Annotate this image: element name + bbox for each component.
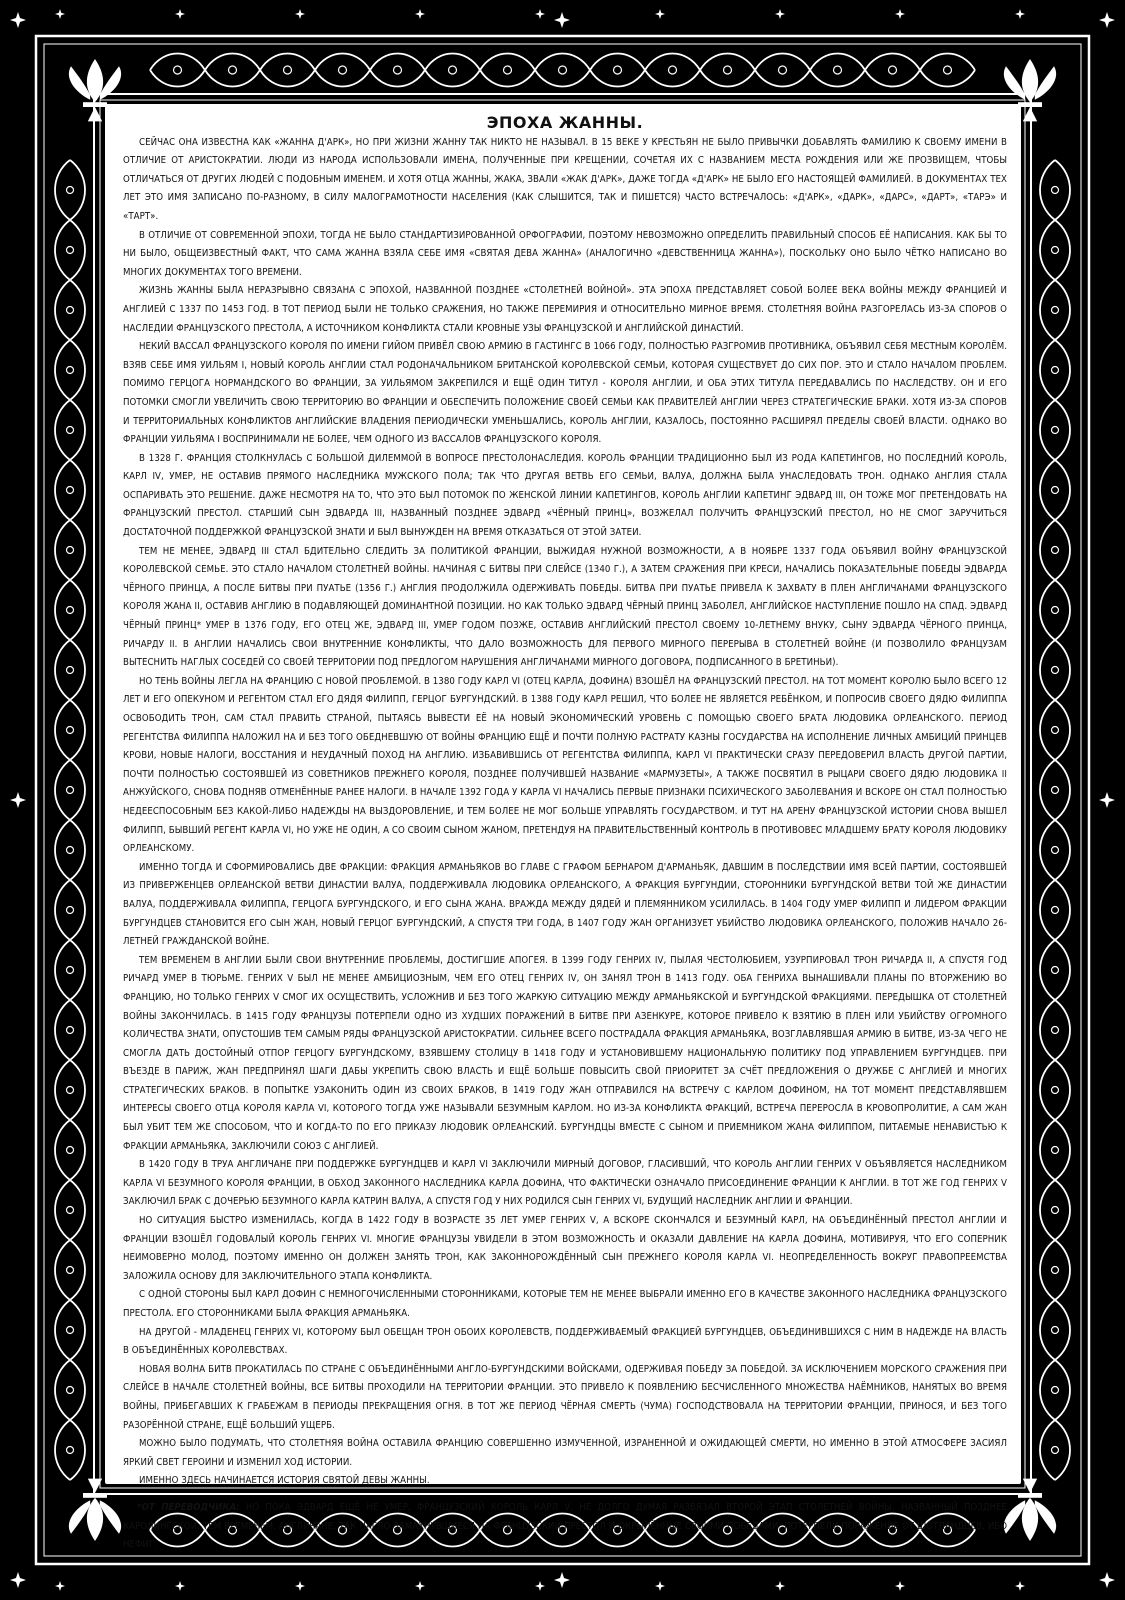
- essay-paragraph: В 1420 ГОДУ В ТРУА АНГЛИЧАНЕ ПРИ ПОДДЕРЖКЕ БУРГУНДЦЕВ И КАРЛ VI ЗАКЛЮЧИЛИ МИРНЫЙ ДОГОВОР, ГЛАСИВШИЙ, ЧТО КОРОЛЬ АНГЛИИ ГЕНРИХ V ОБЪЯВЛЯЕТСЯ НАСЛЕДНИКОМ КАРЛА VI БЕЗУМНОГО КОРОЛЯ ФРАНЦИИ, В ОБХОД ЗАКОННОГО НАСЛЕДНИКА КАРЛА ДОФИНА, ЧТО ФАКТИЧЕСКИ ОЗНАЧАЛО ПРИСОЕДИНЕНИЕ ФРАНЦИИ К АНГЛИИ. В ТОТ ЖЕ ГОД ГЕНРИХ V ЗАКЛЮЧИЛ БРАК С ДОЧЕРЬЮ БЕЗУМНОГО КАРЛА КАТРИН ВАЛУА, А СПУСТЯ ГОД У НИХ РОДИЛСЯ СЫН ГЕНРИХ VI, БУДУЩИЙ НАСЛЕДНИК АНГЛИИ И ФРАНЦИИ.: [123, 1159, 1007, 1208]
- essay-paragraph: НОВАЯ ВОЛНА БИТВ ПРОКАТИЛАСЬ ПО СТРАНЕ С ОБЪЕДИНЁННЫМИ АНГЛО-БУРГУНДСКИМИ ВОЙСКАМИ, ОДЕРЖИВАЯ ПОБЕДУ ЗА ПОБЕДОЙ. ЗА ИСКЛЮЧЕНИЕМ МОРСКОГО СРАЖЕНИЯ ПРИ СЛЕЙСЕ В НАЧАЛЕ СТОЛЕТНЕЙ ВОЙНЫ, ВСЕ БИТВЫ ПРОХОДИЛИ НА ТЕРРИТОРИИ ФРАНЦИИ. ЭТО ПРИВЕЛО К ПОЯВЛЕНИЮ БЕСЧИСЛЕННОГО МНОЖЕСТВА НАЁМНИКОВ, НАНЯТЫХ ВО ВРЕМЯ ВОЙНЫ, ПРИБЕГАВШИХ К ГРАБЕЖАМ В ПЕРИОДЫ ПРЕКРАЩЕНИЯ ОГНЯ. В ТОТ ЖЕ ПЕРИОД ЧЁРНАЯ СМЕРТЬ (ЧУМА) ГОСПОДСТВОВАЛА НА ТЕРРИТОРИИ ФРАНЦИИ, ПРИНОСЯ, И БЕЗ ТОГО РАЗОРЁННОЙ СТРАНЕ, ЕЩЁ БОЛЬШИЙ УЩЕРБ.: [123, 1363, 1007, 1431]
- essay-title: ЭПОХА ЖАННЫ.: [486, 113, 644, 132]
- translator-note: [123, 1499, 1007, 1555]
- essay-paragraph: ИМЕННО ТОГДА И СФОРМИРОВАЛИСЬ ДВЕ ФРАКЦИИ: ФРАКЦИЯ АРМАНЬЯКОВ ВО ГЛАВЕ С ГРАФОМ БЕРНАРОМ Д'АРМАНЬЯК, ДАВШИМ В ПОСЛЕДСТВИИ ИМЯ ВСЕЙ ПАРТИИ, СОСТОЯВШЕЙ ИЗ ПРИВЕРЖЕНЦЕВ ОРЛЕАНСКОЙ ВЕТВИ ДИНАСТИИ ВАЛУА, ПОДДЕРЖИВАЛА ЛЮДОВИКА ОРЛЕАНСКОГО, А ФРАКЦИЯ БУРГУНДИИ, СТОРОННИКИ БУРГУНДСКОЙ ВЕТВИ ТОЙ ЖЕ ДИНАСТИИ ВАЛУА, ПОДДЕРЖИВАЛА ФИЛИППА, ГЕРЦОГА БУРГУНДСКОГО, И ЕГО СЫНА ЖАНА. ВРАЖДА МЕЖДУ ДЯДЕЙ И ПЛЕМЯННИКОМ УСИЛИЛАСЬ. В 1404 ГОДУ УМЕР ФИЛИПП И ЛИДЕРОМ ФРАКЦИИ БУРГУНДЦЕВ СТАНОВИТСЯ ЕГО СЫН ЖАН, НОВЫЙ ГЕРЦОГ БУРГУНДСКИЙ, А СПУСТЯ ТРИ ГОДА, В 1407 ГОДУ ЖАН ОРГАНИЗУЕТ УБИЙСТВО ЛЮДОВИКА ОРЛЕАНСКОГО, ПОЛОЖИВ НАЧАЛО 26-ЛЕТНЕЙ ГРАЖДАНСКОЙ ВОЙНЕ.: [123, 861, 1007, 948]
- essay-paragraph: В 1328 Г. ФРАНЦИЯ СТОЛКНУЛАСЬ С БОЛЬШОЙ ДИЛЕММОЙ В ВОПРОСЕ ПРЕСТОЛОНАСЛЕДИЯ. КОРОЛЬ ФРАНЦИИ ТРАДИЦИОННО БЫЛ ИЗ РОДА КАПЕТИНГОВ, НО ПОСЛЕДНИЙ КОРОЛЬ, КАРЛ IV, УМЕР, НЕ ОСТАВИВ ПРЯМОГО НАСЛЕДНИКА МУЖСКОГО ПОЛА; ТАК ЧТО ДРУГАЯ ВЕТВЬ ЕГО СЕМЬИ, ВАЛУА, ДОЛЖНА БЫЛА УНАСЛЕДОВАТЬ ТРОН. ОДНАКО АНГЛИЯ СТАЛА ОСПАРИВАТЬ ЭТО РЕШЕНИЕ. ДАЖЕ НЕСМОТРЯ НА ТО, ЧТО ЭТО БЫЛ ПОТОМОК ПО ЖЕНСКОЙ ЛИНИИ КАПЕТИНГОВ, КОРОЛЬ АНГЛИИ КАПЕТИНГ ЭДВАРД III, ОН ТОЖЕ МОГ ПРЕТЕНДОВАТЬ НА ФРАНЦУЗСКИЙ ПРЕСТОЛ. СТАРШИЙ СЫН ЭДВАРДА III, НАЗВАННЫЙ ПОЗДНЕЕ ЭДВАРД «ЧЁРНЫЙ ПРИНЦ», ВОЗЖЕЛАЛ ПОЛУЧИТЬ ФРАНЦУЗСКИЙ ПРЕСТОЛ, НО НЕ СМОГ ЗАРУЧИТЬСЯ ДОСТАТОЧНОЙ ПОДДЕРЖКОЙ ФРАНЦУЗСКОЙ ЗНАТИ И БЫЛ ВЫНУЖДЕН НА ВРЕМЯ ОТКАЗАТЬСЯ ОТ ЭТОЙ ЗАТЕИ.: [123, 452, 1007, 539]
- translator-note-label: *ОТ ПЕРЕВОДЧИКА:: [137, 1501, 240, 1513]
- essay-paragraph: НО ТЕНЬ ВОЙНЫ ЛЕГЛА НА ФРАНЦИЮ С НОВОЙ ПРОБЛЕМОЙ. В 1380 ГОДУ КАРЛ VI (ОТЕЦ КАРЛА, ДОФИНА) ВЗОШЁЛ НА ФРАНЦУЗСКИЙ ПРЕСТОЛ. НА ТОТ МОМЕНТ КОРОЛЮ БЫЛО ВСЕГО 12 ЛЕТ И ЕГО ОПЕКУНОМ И РЕГЕНТОМ СТАЛ ЕГО ДЯДЯ ФИЛИПП, ГЕРЦОГ БУРГУНДСКИЙ. В 1388 ГОДУ КАРЛ РЕШИЛ, ЧТО БОЛЕЕ НЕ ЯВЛЯЕТСЯ РЕБЁНКОМ, И ПОПРОСИВ СВОЕГО ДЯДЮ ФИЛИППА ОСВОБОДИТЬ ТРОН, САМ СТАЛ ПРАВИТЬ СТРАНОЙ, ПЫТАЯСЬ ВЫВЕСТИ ЕЁ НА НОВЫЙ ЭКОНОМИЧЕСКИЙ УРОВЕНЬ С ПОМОЩЬЮ СВОЕГО БРАТА ЛЮДОВИКА ОРЛЕАНСКОГО. ПЕРИОД РЕГЕНТСТВА ФИЛИППА НАЛОЖИЛ НА И БЕЗ ТОГО ОБЕДНЕВШУЮ ОТ ВОЙНЫ ФРАНЦИЮ ЕЩЁ И ПОЧТИ ПОЛНУЮ РАСТРАТУ КАЗНЫ ГОСУДАРСТВА НА ИСПОЛНЕНИЕ ЛИЧНЫХ АМБИЦИЙ ПРИНЦЕВ КРОВИ, НОВЫЕ НАЛОГИ, ВОССТАНИЯ И НЕУДАЧНЫЙ ПОХОД НА АНГЛИЮ. ИЗБАВИВШИСЬ ОТ РЕГЕНТСТВА ФИЛИППА, КАРЛ VI ПРАКТИЧЕСКИ СРАЗУ ПЕРЕДОВЕРИЛ ВЛАСТЬ ДРУГОЙ ПАРТИИ, ПОЧТИ ПОЛНОСТЬЮ СОСТОЯВШЕЙ ИЗ СОВЕТНИКОВ ПРЕЖНЕГО КОРОЛЯ, ПОЗДНЕЕ ПОЛУЧИВШЕЙ НАЗВАНИЕ «МАРМУЗЕТЫ», А ТАКЖЕ ПОСВЯТИЛ В РЫЦАРИ СВОЕГО ДЯДЮ ЛЮДОВИКА II АНЖУЙСКОГО, СНОВА ПОДНЯВ ОТМЕНЁННЫЕ РАНЕЕ НАЛОГИ. В НАЧАЛЕ 1392 ГОДА У КАРЛА VI НАЧАЛИСЬ ПЕРВЫЕ ПРИЗНАКИ ПСИХИЧЕСКОГО ЗАБОЛЕВАНИЯ И ВСКОРЕ ОН СТАЛ ПОЛНОСТЬЮ НЕДЕЕСПОСОБНЫМ БЕЗ КАКОЙ-ЛИБО НАДЕЖДЫ НА ВЫЗДОРОВЛЕНИЕ, И ТЕМ БОЛЕЕ НЕ МОГ БОЛЬШЕ УПРАВЛЯТЬ ГОСУДАРСТВОМ. И ТУТ НА АРЕНУ ФРАНЦУЗСКОЙ ИСТОРИИ СНОВА ВЫШЕЛ ФИЛИПП, БЫВШИЙ РЕГЕНТ КАРЛА VI, НО УЖЕ НЕ ОДИН, А СО СВОИМ СЫНОМ ЖАНОМ, ПРЕТЕНДУЯ НА ПРАВИТЕЛЬСТВЕННЫЙ КОНТРОЛЬ В ПРОТИВОВЕС МЛАДШЕМУ БРАТУ КОРОЛЯ ЛЮДОВИКУ ОРЛЕАНСКОМУ.: [123, 675, 1007, 855]
- essay-paragraph: С ОДНОЙ СТОРОНЫ БЫЛ КАРЛ ДОФИН С НЕМНОГОЧИСЛЕННЫМИ СТОРОННИКАМИ, КОТОРЫЕ ТЕМ НЕ МЕНЕЕ ВЫБРАЛИ ИМЕННО ЕГО В КАЧЕСТВЕ ЗАКОННОГО НАСЛЕДНИКА ФРАНЦУЗСКОГО ПРЕСТОЛА. ЕГО СТОРОННИКАМИ БЫЛА ФРАКЦИЯ АРМАНЬЯКА.: [123, 1289, 1007, 1319]
- essay-body: [123, 134, 1007, 1491]
- essay-paragraph: ЖИЗНЬ ЖАННЫ БЫЛА НЕРАЗРЫВНО СВЯЗАНА С ЭПОХОЙ, НАЗВАННОЙ ПОЗДНЕЕ «СТОЛЕТНЕЙ ВОЙНОЙ». ЭТА ЭПОХА ПРЕДСТАВЛЯЕТ СОБОЙ БОЛЕЕ ВЕКА ВОЙНЫ МЕЖДУ ФРАНЦИЕЙ И АНГЛИЕЙ С 1337 ПО 1453 ГОД. В ТОТ ПЕРИОД БЫЛИ НЕ ТОЛЬКО СРАЖЕНИЯ, НО ТАКЖЕ ПЕРЕМИРИЯ И ОТНОСИТЕЛЬНО МИРНОЕ ВРЕМЯ. СТОЛЕТНЯЯ ВОЙНА РАЗГОРЕЛАСЬ ИЗ-ЗА СПОРОВ О НАСЛЕДИИ ФРАНЦУЗСКОГО ПРЕСТОЛА, А ИСТОЧНИКОМ КОНФЛИКТА СТАЛИ КРОВНЫЕ УЗЫ ФРАНЦУЗСКОЙ И АНГЛИЙСКОЙ ДИНАСТИЙ.: [123, 285, 1007, 334]
- essay-paragraph: В ОТЛИЧИЕ ОТ СОВРЕМЕННОЙ ЭПОХИ, ТОГДА НЕ БЫЛО СТАНДАРТИЗИРОВАННОЙ ОРФОГРАФИИ, ПОЭТОМУ НЕВОЗМОЖНО ОПРЕДЕЛИТЬ ПРАВИЛЬНЫЙ СПОСОБ ЕЁ НАПИСАНИЯ. КАК БЫ ТО НИ БЫЛО, ОБЩЕИЗВЕСТНЫЙ ФАКТ, ЧТО САМА ЖАННА ВЗЯЛА СЕБЕ ИМЯ «СВЯТАЯ ДЕВА ЖАННА» (АНАЛОГИЧНО «ДЕВСТВЕННИЦА ЖАННА»), ПОСКОЛЬКУ ОНО БЫЛО ЧЁТКО НАПИСАНО ВО МНОГИХ ДОКУМЕНТАХ ТОГО ВРЕМЕНИ.: [123, 229, 1007, 278]
- essay-paragraph: ИМЕННО ЗДЕСЬ НАЧИНАЕТСЯ ИСТОРИЯ СВЯТОЙ ДЕВЫ ЖАННЫ.: [139, 1475, 430, 1487]
- essay-sheet: [105, 104, 1021, 1551]
- essay-paragraph: МОЖНО БЫЛО ПОДУМАТЬ, ЧТО СТОЛЕТНЯЯ ВОЙНА ОСТАВИЛА ФРАНЦИЮ СОВЕРШЕННО ИЗМУЧЕННОЙ, ИЗРАНЕННОЙ И ОЖИДАЮЩЕЙ СМЕРТИ, НО ИМЕННО В ЭТОЙ АТМОСФЕРЕ ЗАСИЯЛ ЯРКИЙ СВЕТ ГЕРОИНИ И ИЗМЕНИЛ ХОД ИСТОРИИ.: [123, 1438, 1007, 1468]
- essay-paragraph: СЕЙЧАС ОНА ИЗВЕСТНА КАК «ЖАННА Д'АРК», НО ПРИ ЖИЗНИ ЖАННУ ТАК НИКТО НЕ НАЗЫВАЛ. В 15 ВЕКЕ У КРЕСТЬЯН НЕ БЫЛО ПРИВЫЧКИ ДОБАВЛЯТЬ ФАМИЛИЮ К СВОЕМУ ИМЕНИ В ОТЛИЧИЕ ОТ АРИСТОКРАТИИ. ЛЮДИ ИЗ НАРОДА ИСПОЛЬЗОВАЛИ ИМЕНА, ПОЛУЧЕННЫЕ ПРИ КРЕЩЕНИИ, СОЧЕТАЯ ИХ С НАЗВАНИЕМ МЕСТА РОЖДЕНИЯ ИЛИ ЖЕ ПРОЗВИЩЕМ, ЧТОБЫ ОТЛИЧАТЬСЯ ОТ ДРУГИХ ЛЮДЕЙ С ПОДОБНЫМ ИМЕНЕМ. И ХОТЯ ОТЦА ЖАННЫ, ЖАКА, ЗВАЛИ «ЖАК Д'АРК», ДАЖЕ ТОГДА «Д'АРК» НЕ БЫЛО ЕГО НАСТОЯЩЕЙ ФАМИЛИЕЙ. В ДОКУМЕНТАХ ТЕХ ЛЕТ ЭТО ИМЯ ЗАПИСАНО ПО-РАЗНОМУ, В СИЛУ МАЛОГРАМОТНОСТИ НАСЕЛЕНИЯ (КАК СЛЫШИТСЯ, ТАК И ПИШЕТСЯ) ЧАСТО ВСТРЕЧАЛОСЬ: «Д'АРК», «ДАРК», «ДАРС», «ДАРТ», «ТАРЭ» И «ТАРТ».: [123, 136, 1007, 222]
- essay-paragraph: ТЕМ НЕ МЕНЕЕ, ЭДВАРД III СТАЛ БДИТЕЛЬНО СЛЕДИТЬ ЗА ПОЛИТИКОЙ ФРАНЦИИ, ВЫЖИДАЯ НУЖНОЙ ВОЗМОЖНОСТИ, А В НОЯБРЕ 1337 ГОДА ОБЪЯВИЛ ВОЙНУ ФРАНЦУЗСКОЙ КОРОЛЕВСКОЙ СЕМЬЕ. ЭТО СТАЛО НАЧАЛОМ СТОЛЕТНЕЙ ВОЙНЫ. НАЧИНАЯ С БИТВЫ ПРИ СЛЕЙСЕ (1340 Г.), А ЗАТЕМ СРАЖЕНИЯ ПРИ КРЕСИ, НАЧАЛИСЬ ПОКАЗАТЕЛЬНЫЕ ПОБЕДЫ ЭДВАРДА ЧЁРНОГО ПРИНЦА, А ПОСЛЕ БИТВЫ ПРИ ПУАТЬЕ (1356 Г.) АНГЛИЯ ПРОДОЛЖИЛА ОДЕРЖИВАТЬ ПОБЕДЫ. БИТВА ПРИ ПУАТЬЕ ПРИВЕЛА К ЗАХВАТУ В ПЛЕН АНГЛИЧАНАМИ ФРАНЦУЗСКОГО КОРОЛЯ ЖАНА II, ОСТАВИВ АНГЛИЮ В ПОДАВЛЯЮЩЕЙ ДОМИНАНТНОЙ ПОЗИЦИИ. НО КАК ТОЛЬКО ЭДВАРД ЧЁРНЫЙ ПРИНЦ ЗАБОЛЕЛ, АНГЛИЙСКОЕ НАСТУПЛЕНИЕ ПОШЛО НА СПАД. ЭДВАРД ЧЁРНЫЙ ПРИНЦ* УМЕР В 1376 ГОДУ, ЕГО ОТЕЦ ЖЕ, ЭДВАРД III, УМЕР ГОДОМ ПОЗЖЕ, ОСТАВИВ АНГЛИЙСКИЙ ПРЕСТОЛ СВОЕМУ 10-ЛЕТНЕМУ ВНУКУ, СЫНУ ЭДВАРДА ЧЁРНОГО ПРИНЦА, РИЧАРДУ II. В АНГЛИИ НАЧАЛИСЬ СВОИ ВНУТРЕННИЕ КОНФЛИКТЫ, ЧТО ДАЛО ВОЗМОЖНОСТЬ ДЛЯ ПЕРВОГО МИРНОГО ПЕРЕРЫВА В СТОЛЕТНЕЙ ВОЙНЕ (И ПОЗВОЛИЛО ФРАНЦУЗАМ ВЫТЕСНИТЬ НАГЛЫХ СОСЕДЕЙ СО СВОЕЙ ТЕРРИТОРИИ ПОД ПРЕДЛОГОМ НАРУШЕНИЯ АНГЛИЧАНАМИ МИРНОГО ДОГОВОРА, ПОДПИСАННОГО В БРЕТИНЬИ).: [123, 545, 1007, 669]
- translator-note-text: НО ПОКА ЭДВАРД ЕЩЁ НЕ УМЕР, ФРАНЦУЗСКИЙ КОРОЛЬ КАРЛ V, НЕ ДОЛГО ДУМАЯ РАЗВЯЗАЛ ВТОРОЙ ЭТАП СТОЛЕТНЕЙ ВОЙНЫ, НАЗВАННЫЙ ПОЗДНЕЕ КАРОЛИНГСКОЙ. ТЕМ ВРЕМЕНЕМ, АНГЛИЧАНЕ, ТАК НАГЛО ЗАМАХНУВШИЕСЯ НА ФРАНЦУЗСКИЙ ПРЕСТОЛ И ОКРЫЛЁННЫЕ СВОИМИ ПОБЕДАМИ, ПОТЕРПЕЛИ ПОРАЖЕНИЕ ОТ ШОТЛАНДЦЕВ, ИБО НЕФИГ.: [123, 1501, 1008, 1551]
- essay-paragraph: НЕКИЙ ВАССАЛ ФРАНЦУЗСКОГО КОРОЛЯ ПО ИМЕНИ ГИЙОМ ПРИВЁЛ СВОЮ АРМИЮ В ГАСТИНГС В 1066 ГОДУ, ПОЛНОСТЬЮ РАЗГРОМИВ ПРОТИВНИКА, ОБЪЯВИЛ СЕБЯ МЕСТНЫМ КОРОЛЁМ. ВЗЯВ СЕБЕ ИМЯ УИЛЬЯМ I, НОВЫЙ КОРОЛЬ АНГЛИИ СТАЛ РОДОНАЧАЛЬНИКОМ БРИТАНСКОЙ КОРОЛЕВСКОЙ СЕМЬИ, КОТОРАЯ СУЩЕСТВУЕТ ДО СИХ ПОР. ЭТО И СТАЛО НАЧАЛОМ ПРОБЛЕМ. ПОМИМО ГЕРЦОГА НОРМАНДСКОГО ВО ФРАНЦИИ, ЗА УИЛЬЯМОМ ЗАКРЕПИЛСЯ И ЕЩЁ ОДИН ТИТУЛ - КОРОЛЯ АНГЛИИ, И ОБА ЭТИХ ТИТУЛА ПЕРЕДАВАЛИСЬ ПО НАСЛЕДСТВУ. ОН И ЕГО ПОТОМКИ СМОГЛИ УВЕЛИЧИТЬ СВОЮ ТЕРРИТОРИЮ ВО ФРАНЦИИ И ОБЕСПЕЧИТЬ ПОЛОЖЕНИЕ СВОЕЙ СЕМЬИ КАК ПРАВИТЕЛЕЙ АНГЛИИ ЧЕРЕЗ СТРАТЕГИЧЕСКИЕ БРАКИ. ХОТЯ ИЗ-ЗА СПОРОВ И ТЕРРИТОРИАЛЬНЫХ КОНФЛИКТОВ АНГЛИЙСКИЕ ВЛАДЕНИЯ ПЕРИОДИЧЕСКИ УМЕНЬШАЛИСЬ, КОРОЛЬ АНГЛИИ, КАЗАЛОСЬ, ПОСТОЯННО РАСШИРЯЛ ПРЕДЕЛЫ СВОЕЙ ВЛАСТИ. ОДНАКО ВО ФРАНЦИИ УИЛЬЯМА I ВОСПРИНИМАЛИ НЕ БОЛЕЕ, ЧЕМ ОДНОГО ИЗ ВАССАЛОВ ФРАНЦУЗСКОГО КОРОЛЯ.: [123, 341, 1007, 446]
- essay-paragraph: НО СИТУАЦИЯ БЫСТРО ИЗМЕНИЛАСЬ, КОГДА В 1422 ГОДУ В ВОЗРАСТЕ 35 ЛЕТ УМЕР ГЕНРИХ V, А ВСКОРЕ СКОНЧАЛСЯ И БЕЗУМНЫЙ КАРЛ, НА ОБЪЕДИНЁННЫЙ ПРЕСТОЛ АНГЛИИ И ФРАНЦИИ ВЗОШЁЛ ГОДОВАЛЫЙ КОРОЛЬ ГЕНРИХ VI. МНОГИЕ ФРАНЦУЗЫ УВИДЕЛИ В ЭТОМ ВОЗМОЖНОСТЬ И ОКАЗАЛИ ДАВЛЕНИЕ НА КАРЛА ДОФИНА, МОТИВИРУЯ, ЧТО ЕГО СОПЕРНИК НЕИМОВЕРНО МОЛОД, ПОЭТОМУ ИМЕННО ОН ДОЛЖЕН ЗАНЯТЬ ТРОН, КАК ЗАКОННОРОЖДЁННЫЙ СЫН ПРЕЖНЕГО КОРОЛЯ КАРЛА VI. НЕОПРЕДЕЛЕННОСТЬ ВОКРУГ ПРАВОПРЕЕМСТВА ЗАЛОЖИЛА ОСНОВУ ДЛЯ ЗАКЛЮЧИТЕЛЬНОГО ЭТАПА КОНФЛИКТА.: [123, 1215, 1007, 1282]
- essay-paragraph: ТЕМ ВРЕМЕНЕМ В АНГЛИИ БЫЛИ СВОИ ВНУТРЕННИЕ ПРОБЛЕМЫ, ДОСТИГШИЕ АПОГЕЯ. В 1399 ГОДУ ГЕНРИХ IV, ПЫЛАЯ ЧЕСТОЛЮБИЕМ, УЗУРПИРОВАЛ ТРОН РИЧАРДА II, А СПУСТЯ ГОД РИЧАРД УМЕР В ТЮРЬМЕ. ГЕНРИХ V БЫЛ НЕ МЕНЕЕ АМБИЦИОЗНЫМ, ЧЕМ ЕГО ОТЕЦ ГЕНРИХ IV, ОН ЗАНЯЛ ТРОН В 1413 ГОДУ. ОБА ГЕНРИХА ВЫНАШИВАЛИ ПЛАНЫ ПО ВТОРЖЕНИЮ ВО ФРАНЦИЮ, НО ТОЛЬКО ГЕНРИХ V СМОГ ИХ ОСУЩЕСТВИТЬ, УСЛОЖНИВ И БЕЗ ТОГО ЖАРКУЮ СИТУАЦИЮ МЕЖДУ АРМАНЬЯКСКОЙ И БУРГУНДСКОЙ ФРАКЦИЯМИ. ПЕРЕДЫШКА ОТ СТОЛЕТНЕЙ ВОЙНЫ ЗАКОНЧИЛАСЬ. В 1415 ГОДУ ФРАНЦУЗЫ ПОТЕРПЕЛИ ОДНО ИЗ ХУДШИХ ПОРАЖЕНИЙ В БИТВЕ ПРИ АЗЕНКУРЕ, КОТОРОЕ ПРИВЕЛО К ВЗЯТИЮ В ПЛЕН ИЛИ УБИЙСТВУ ОГРОМНОГО КОЛИЧЕСТВА ЗНАТИ, ОПУСТОШИВ ТЕМ САМЫМ РЯДЫ ФРАНЦУЗСКОЙ АРИСТОКРАТИИ. СИЛЬНЕЕ ВСЕГО ПОСТРАДАЛА ФРАКЦИЯ АРМАНЬЯКА, ВОЗГЛАВЛЯВШАЯ АРМИЮ В БИТВЕ, ИЗ-ЗА ЧЕГО НЕ СМОГЛА ДАТЬ ДОСТОЙНЫЙ ОТПОР ГЕРЦОГУ БУРГУНДСКОМУ, ВЗЯВШЕМУ СТОЛИЦУ В 1418 ГОДУ И УСТАНОВИВШЕМУ НАЦИОНАЛЬНУЮ ПОЛИТИКУ ПОД УПРАВЛЕНИЕМ БУРГУНДЦЕВ. ПРИ ВЪЕЗДЕ В ПАРИЖ, ЖАН ПРЕДПРИНЯЛ ШАГИ ДАБЫ УКРЕПИТЬ СВОЮ ВЛАСТЬ И ЕЩЁ БОЛЬШЕ ПОВЫСИТЬ СВОЙ ПРИОРИТЕТ ЗА СЧЁТ ПРЕДЛОЖЕНИЯ О ДРУЖБЕ С АНГЛИЕЙ И МНОГИХ СТРАТЕГИЧЕСКИХ БРАКОВ. В ПОПЫТКЕ УЗАКОНИТЬ ОДИН ИЗ СВОИХ БРАКОВ, В 1419 ГОДУ ЖАН ОТПРАВИЛСЯ НА ВСТРЕЧУ С КАРЛОМ ДОФИНОМ, НА ТОТ МОМЕНТ ПРЕДСТАВЛЯВШЕМ ИНТЕРЕСЫ СВОЕГО ОТЦА КОРОЛЯ КАРЛА VI, КОТОРОГО ТОГДА УЖЕ НАЗЫВАЛИ БЕЗУМНЫМ КАРЛОМ. НО ИЗ-ЗА КОНФЛИКТА ФРАКЦИЙ, ВСТРЕЧА ПЕРЕРОСЛА В КРОВОПРОЛИТИЕ, А САМ ЖАН БЫЛ УБИТ ТЕМ ЖЕ СПОСОБОМ, ЧТО И КОГДА-ТО ПО ЕГО ПРИКАЗУ ЛЮДОВИК ОРЛЕАНСКИЙ. БУРГУНДЦЫ ВМЕСТЕ С СЫНОМ И ПРИЕМНИКОМ ЖАНА ФИЛИППОМ, ПИТАЕМЫЕ НЕНАВИСТЬЮ К ФРАКЦИИ АРМАНЬЯКА, ЗАКЛЮЧИЛИ СОЮЗ С АНГЛИЕЙ.: [123, 954, 1007, 1152]
- essay-paragraph: НА ДРУГОЙ - МЛАДЕНЕЦ ГЕНРИХ VI, КОТОРОМУ БЫЛ ОБЕЩАН ТРОН ОБОИХ КОРОЛЕВСТВ, ПОДДЕРЖИВАЕМЫЙ ФРАКЦИЕЙ БУРГУНДЦЕВ, ОБЪЕДИНИВШИХСЯ С НИМ В НАДЕЖДЕ НА ВЛАСТЬ В ОБЪЕДИНЁННЫХ КОРОЛЕВСТВАХ.: [123, 1326, 1007, 1357]
